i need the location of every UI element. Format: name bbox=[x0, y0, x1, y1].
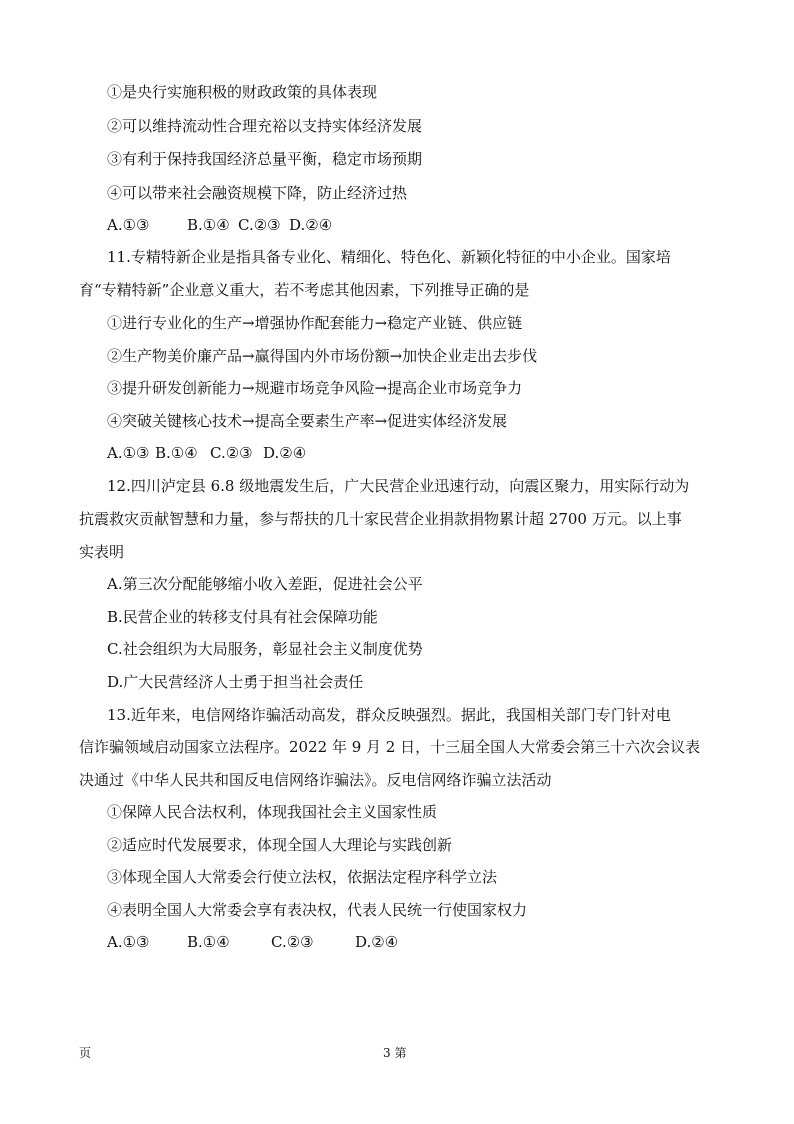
q10-item-2: ②可以维持流动性合理充裕以支持实体经济发展 bbox=[107, 117, 423, 135]
q10-option-c: C.②③ bbox=[238, 216, 281, 234]
q13-stem-line-3: 决通过《中华人民共和国反电信网络诈骗法》。反电信网络诈骗立法活动 bbox=[79, 771, 552, 789]
q12-option-d: D.广大民营经济人士勇于担当社会责任 bbox=[107, 673, 364, 691]
q11-stem-line-1: 11.专精特新企业是指具备专业化、精细化、特色化、新颖化特征的中小企业。国家培 bbox=[107, 248, 671, 266]
q10-item-3: ③有利于保持我国经济总量平衡，稳定市场预期 bbox=[107, 150, 423, 168]
q13-option-b: B.①④ bbox=[187, 933, 230, 951]
q12-option-b: B.民营企业的转移支付具有社会保障功能 bbox=[107, 608, 378, 626]
q11-option-d: D.②④ bbox=[263, 444, 307, 462]
q11-stem-line-2: 育“专精特新”企业意义重大，若不考虑其他因素，下列推导正确的是 bbox=[79, 281, 530, 299]
footer-page-number: 3 第 bbox=[383, 1046, 407, 1060]
footer-left-text: 页 bbox=[79, 1046, 92, 1060]
q12-stem-line-2: 抗震救灾贡献智慧和力量，参与帮扶的几十家民营企业捐款捐物累计超 2700 万元。以上事 bbox=[79, 510, 682, 528]
q11-option-c: C.②③ bbox=[210, 444, 253, 462]
q10-options bbox=[107, 215, 332, 235]
q13-options bbox=[107, 932, 398, 952]
q13-option-c: C.②③ bbox=[271, 933, 314, 951]
q11-item-2: ②生产物美价廉产品→赢得国内外市场份额→加快企业走出去步伐 bbox=[107, 347, 538, 365]
q12-stem-line-3: 实表明 bbox=[79, 543, 125, 561]
q13-item-3: ③体现全国人大常委会行使立法权，依据法定程序科学立法 bbox=[107, 868, 498, 886]
q13-item-4: ④表明全国人大常委会享有表决权，代表人民统一行使国家权力 bbox=[107, 901, 528, 919]
q13-item-2: ②适应时代发展要求，体现全国人大理论与实践创新 bbox=[107, 836, 453, 854]
q11-option-a: A.①③ bbox=[107, 444, 150, 462]
q11-item-3: ③提升研发创新能力→规避市场竞争风险→提高企业市场竞争力 bbox=[107, 379, 523, 397]
q12-stem-line-1: 12.四川泸定县 6.8 级地震发生后，广大民营企业迅速行动，向震区聚力，用实际行动为 bbox=[107, 477, 690, 495]
q13-stem-line-1: 13.近年来，电信网络诈骗活动高发，群众反映强烈。据此，我国相关部门专门针对电 bbox=[107, 706, 671, 724]
q12-option-a: A.第三次分配能够缩小收入差距，促进社会公平 bbox=[107, 575, 423, 593]
q13-option-a: A.①③ bbox=[107, 933, 150, 951]
q11-item-1: ①进行专业化的生产→增强协作配套能力→稳定产业链、供应链 bbox=[107, 314, 523, 332]
q10-item-4: ④可以带来社会融资规模下降，防止经济过热 bbox=[107, 184, 408, 202]
q10-option-b: B.①④ bbox=[187, 216, 230, 234]
q13-stem-line-2: 信诈骗领域启动国家立法程序。2022 年 9 月 2 日，十三届全国人大常委会第三十六次会议表 bbox=[79, 738, 701, 756]
q10-option-a: A.①③ bbox=[107, 216, 150, 234]
q11-option-b: B.①④ bbox=[155, 444, 198, 462]
q13-option-d: D.②④ bbox=[355, 933, 399, 951]
q12-option-c: C.社会组织为大局服务，彰显社会主义制度优势 bbox=[107, 640, 423, 658]
q11-options bbox=[107, 443, 306, 463]
q11-item-4: ④突破关键核心技术→提高全要素生产率→促进实体经济发展 bbox=[107, 412, 508, 430]
q10-option-d: D.②④ bbox=[289, 216, 333, 234]
q10-item-1: ①是央行实施积极的财政政策的具体表现 bbox=[107, 83, 378, 101]
q13-item-1: ①保障人民合法权利，体现我国社会主义国家性质 bbox=[107, 803, 438, 821]
